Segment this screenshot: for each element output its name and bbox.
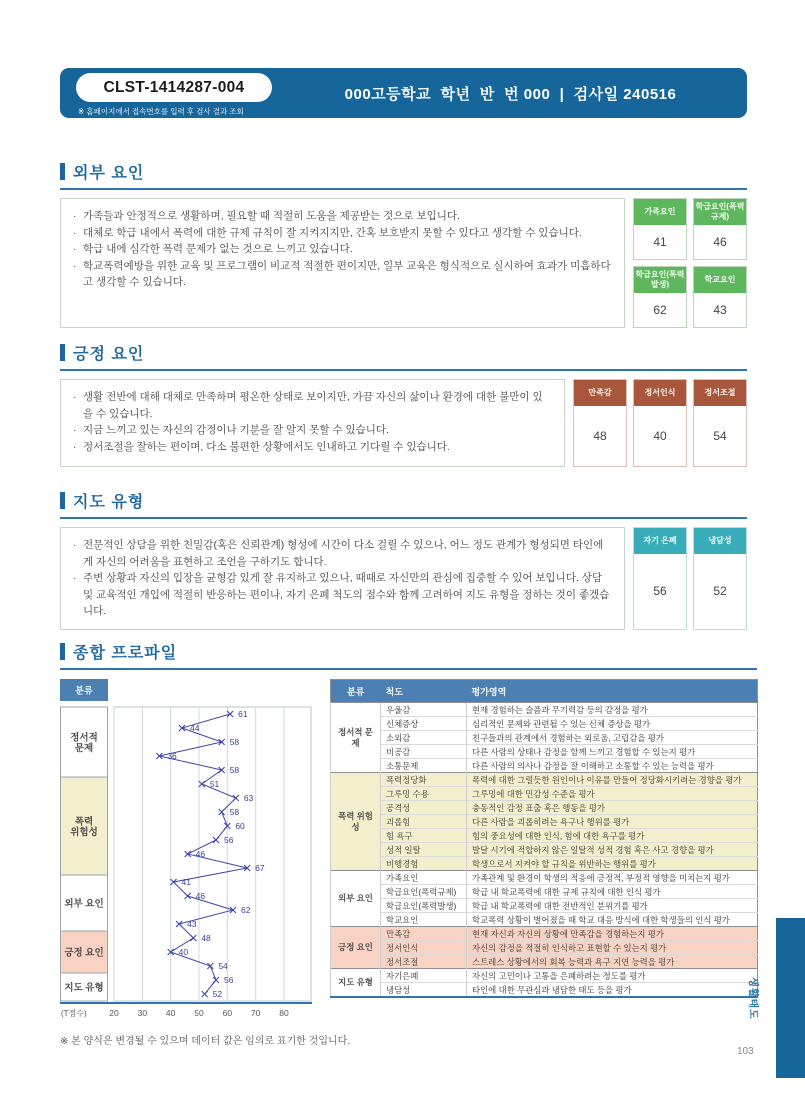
external-score-table [633,198,747,328]
section-title: 지도 유형 [73,494,145,511]
positive-score-table [573,379,747,467]
table-header-row [331,680,758,703]
table-row [331,913,758,927]
bullet-dot: · [73,440,77,453]
bullet-item [73,537,612,570]
profile-scale-table [330,679,758,998]
score-box [573,379,627,467]
desc-cell: 심리적인 문제와 관련될 수 있는 신체 증상을 평가 [467,717,758,731]
bullet-text: 학급 내에 심각한 폭력 문제가 없는 것으로 느끼고 있습니다. [83,243,353,256]
point-label: 60 [235,821,245,831]
bullet-text: 가족들과 안정적으로 생활하며, 필요할 때 적절히 도움을 제공받는 것으로 보입니다. [83,210,460,222]
section-positive-factors [60,341,747,467]
point-label: 48 [201,933,211,943]
desc-cell: 학교폭력 상황이 벌어졌을 때 학교 대응 방식에 대한 학생들의 인식 평가 [467,913,758,927]
score-box [693,266,747,328]
score-box [633,266,687,328]
section-guidance-type [60,489,747,630]
category-label: 폭력 [74,816,94,828]
desc-cell: 발달 시기에 적합하지 않은 일탈적 성적 경험 혹은 사고 경향을 평가 [467,843,758,857]
scale-cell: 학교요인 [381,913,467,927]
score-box [693,527,747,630]
bullet-text: 지금 느끼고 있는 자신의 감정이나 기분을 잘 알지 못할 수 있습니다. [83,424,389,437]
point-label: 40 [178,947,189,957]
bullet-item [73,225,612,242]
point-label: 46 [195,891,206,901]
desc-cell: 다른 사람의 의사나 감정을 잘 이해하고 소통할 수 있는 능력을 평가 [467,759,758,773]
tick-label: 60 [222,1008,233,1018]
guidance-score-table [633,527,747,630]
table-row [331,815,758,829]
footer-disclaimer: ※ 본 양식은 변경될 수 있으며 데이터 값은 임의로 표기한 것입니다. [60,1036,351,1047]
scale-cell: 공격성 [381,801,467,815]
point-label: 58 [229,737,240,747]
point-label: 61 [238,709,248,719]
header-banner [60,68,747,118]
bullet-dot: · [73,259,77,272]
axis-line [60,1002,312,1004]
scale-cell: 소외감 [381,731,467,745]
scale-cell: 정서인식 [381,941,467,955]
side-tab-bookmark [776,918,805,1078]
scale-cell: 정서조절 [381,955,467,969]
scale-cell: 학급요인(폭력규제) [381,885,467,899]
category-label: 위험성 [70,827,98,838]
desc-cell: 학급 내 학교폭력에 대한 규제 규칙에 대한 인식 평가 [467,885,758,899]
scale-cell: 그루밍 수용 [381,787,467,801]
guidance-text-box [60,527,625,630]
table-row [331,899,758,913]
report-code-badge [76,73,272,102]
score-value: 56 [634,554,686,629]
bullet-text: 정서조절을 잘하는 편이며, 다소 불편한 상황에서도 인내하고 기다릴 수 있습니다. [83,440,450,453]
col-header-domain: 평가영역 [467,680,758,703]
tick-label: 20 [109,1008,119,1018]
score-value: 52 [694,554,746,629]
score-value: 46 [694,225,746,259]
desc-cell: 다른 사람을 괴롭히려는 욕구나 행위를 평가 [467,815,758,829]
score-value: 48 [574,406,626,466]
tick-label: 70 [250,1008,261,1018]
tick-label: 50 [194,1008,204,1018]
bullet-text: 전문적인 상담을 위한 친밀감(혹은 신뢰관계) 형성에 시간이 다소 걸릴 수 있으나, 어느 정도 관계가 형성되면 타인에게 자신의 어려움을 표현하고 조언을 구하기도 합니다. [83,539,604,568]
section-title-row [60,489,747,519]
table-row [331,787,758,801]
score-label: 학교요인 [694,267,746,293]
score-label: 가족요인 [634,199,686,225]
table-row [331,745,758,759]
positive-text-box [60,379,565,467]
bullet-item [73,422,552,439]
bullet-dot: · [73,572,77,585]
section-title-row [60,640,757,670]
table-row [331,871,758,885]
legend-header-label: 분류 [75,685,93,696]
scale-cell: 만족감 [381,927,467,941]
category-label: 긍정 요인 [64,947,104,959]
scale-cell: 자기은폐 [381,969,467,983]
bullet-dot: · [73,391,77,403]
desc-cell: 학생으로서 지켜야 할 규칙을 위반하는 행위를 평가 [467,857,758,871]
category-label: 지도 유형 [64,982,104,994]
category-label: 정서적 [70,732,98,744]
point-label: 56 [224,975,234,985]
group-cell: 지도 유형 [331,969,381,998]
desc-cell: 자신의 고민이나 고통을 은폐하려는 정도를 평가 [467,969,758,983]
score-value: 62 [634,293,686,327]
scale-cell: 우울감 [381,703,467,717]
point-label: 62 [241,905,251,915]
bullet-text: 생활 전반에 대해 대체로 만족하며 평온한 상태로 보이지만, 가끔 자신의 삶이나 환경에 대한 불만이 있을 수 있습니다. [83,391,543,420]
score-value: 43 [694,293,746,327]
score-label: 만족감 [574,380,626,406]
score-box [633,379,687,467]
desc-cell: 현재 자신과 자신의 상황에 만족감을 경험하는지 평가 [467,927,758,941]
point-label: 54 [218,961,228,971]
table-row [331,773,758,787]
profile-chart [60,679,312,1025]
col-header-category: 분류 [331,680,381,703]
section-external-factors [60,160,747,328]
bullet-item [73,241,612,258]
desc-cell: 힘의 중요성에 대한 인식, 힘에 대한 욕구를 평가 [467,829,758,843]
col-header-scale: 척도 [381,680,467,703]
group-cell: 정서적 문제 [331,703,381,773]
score-box [633,198,687,260]
point-label: 41 [181,877,191,887]
category-label: 문제 [74,743,94,754]
score-label: 학급요인(폭력규제) [694,199,746,225]
desc-cell: 타인에 대한 무관심과 냉담한 태도 등을 평가 [467,983,758,998]
desc-cell: 가족관계 및 환경이 학생의 적응에 긍정적, 부정적 영향을 미치는지 평가 [467,871,758,885]
desc-cell: 다른 사람의 상태나 감정을 함께 느끼고 경험할 수 있는지 평가 [467,745,758,759]
score-box [693,379,747,467]
scale-cell: 신체증상 [381,717,467,731]
desc-cell: 폭력에 대한 그럴듯한 원인이나 이유를 만들어 정당화시키려는 경향을 평가 [467,773,758,787]
score-label: 자기 은폐 [634,528,686,554]
point-label: 36 [167,751,177,761]
scale-cell: 소통문제 [381,759,467,773]
point-label: 44 [190,723,200,733]
bullet-dot: · [73,210,77,222]
school-info-title: 000고등학교 학년 반 번 000 | 검사일 240516 [344,85,677,103]
desc-cell: 자신의 감정을 적절히 인식하고 표현할 수 있는지 평가 [467,941,758,955]
plot-area [114,707,311,1001]
desc-cell: 충동적인 감정 표출 혹은 행동을 평가 [467,801,758,815]
scale-cell: 가족요인 [381,871,467,885]
bullet-text: 학교폭력예방을 위한 교육 및 프로그램이 비교적 적절한 편이지만, 일부 교육은 형식적으로 실시하여 효과가 미흡하다고 생각할 수 있습니다. [83,259,611,289]
point-label: 63 [243,793,254,803]
access-note: ※ 홈페이지에서 접속번호를 입력 후 검사 결과 조회 [78,107,244,116]
scale-cell: 성적 일탈 [381,843,467,857]
table-row [331,703,758,717]
score-value: 41 [634,225,686,259]
table-row [331,857,758,871]
table-row [331,885,758,899]
score-label: 학급요인(폭력발생) [634,267,686,293]
section-title: 긍정 요인 [73,346,145,363]
scale-cell: 괴롭힘 [381,815,467,829]
desc-cell: 그루밍에 대한 민감성 수준을 평가 [467,787,758,801]
scale-cell: 폭력정당화 [381,773,467,787]
score-label: 냉담성 [694,528,746,554]
desc-cell: 친구들과의 관계에서 경험하는 외로움, 고립감을 평가 [467,731,758,745]
scale-cell: 학급요인(폭력발생) [381,899,467,913]
point-label: 51 [209,779,220,789]
bullet-text: 주변 상황과 자신의 입장을 균형감 있게 잘 유지하고 있으나, 때때로 자신만의 관심에 집중할 수 있어 보입니다. 상담 및 교육적인 개입에 적절히 반응하는 편이나, 자기 은폐 척도의 점수와 함께 고려하여 지도 유형을 정하는 것이 좋겠습니다. [83,572,610,618]
table-row [331,731,758,745]
external-text-box [60,198,625,328]
point-label: 56 [224,835,234,845]
category-label: 외부 요인 [64,898,104,910]
score-label: 정서인식 [634,380,686,406]
table-row [331,759,758,773]
point-label: 58 [229,765,240,775]
bullet-item [73,258,612,291]
bullet-dot: · [73,243,77,256]
page-number: 103 [737,1046,754,1057]
section-title: 종합 프로파일 [73,645,178,662]
tick-label: 80 [279,1008,289,1018]
title-bar-icon [60,163,65,180]
point-label: 58 [229,807,240,817]
bullet-item [73,389,552,422]
tick-label: 30 [137,1008,148,1018]
title-bar-icon [60,492,65,509]
axis-unit-label: (T점수) [61,1009,87,1018]
scale-cell: 비공감 [381,745,467,759]
bullet-item [73,570,612,620]
scale-cell: 힘 욕구 [381,829,467,843]
table-row [331,983,758,998]
table-row [331,843,758,857]
bullet-item [73,439,552,456]
table-row [331,969,758,983]
report-code: CLST-1414287-004 [103,78,245,96]
title-bar-icon [60,344,65,361]
table-row [331,927,758,941]
score-box [693,198,747,260]
section-title: 외부 요인 [73,165,145,182]
side-tab-label: 생활태도 [746,977,758,1020]
bullet-text: 대체로 학급 내에서 폭력에 대한 규제 규칙이 잘 지켜지지만, 간혹 보호받지 못할 수 있다고 생각할 수 있습니다. [83,226,582,239]
scale-cell: 냉담성 [381,983,467,998]
score-label: 정서조절 [694,380,746,406]
scale-cell: 비행경험 [381,857,467,871]
section-profile [60,640,757,1025]
table-row [331,829,758,843]
group-cell: 긍정 요인 [331,927,381,969]
score-value: 54 [694,406,746,466]
bullet-dot: · [73,226,77,239]
desc-cell: 스트레스 상황에서의 회복 능력과 욕구 지연 능력을 평가 [467,955,758,969]
table-row [331,955,758,969]
score-value: 40 [634,406,686,466]
desc-cell: 현재 경험하는 슬픔과 무기력감 등의 감정을 평가 [467,703,758,717]
point-label: 46 [195,849,206,859]
score-box [633,527,687,630]
bullet-dot: · [73,424,77,437]
desc-cell: 학급 내 학교폭력에 대한 전반적인 분위기를 평가 [467,899,758,913]
point-label: 43 [187,919,197,929]
table-row [331,941,758,955]
title-bar-icon [60,643,65,660]
point-label: 52 [212,989,223,999]
bullet-dot: · [73,539,77,551]
tick-label: 40 [165,1008,176,1018]
bullet-item [73,208,612,225]
group-cell: 외부 요인 [331,871,381,927]
group-cell: 폭력 위험성 [331,773,381,871]
section-title-row [60,160,747,190]
table-row [331,801,758,815]
section-title-row [60,341,747,371]
point-label: 67 [255,863,265,873]
table-row [331,717,758,731]
